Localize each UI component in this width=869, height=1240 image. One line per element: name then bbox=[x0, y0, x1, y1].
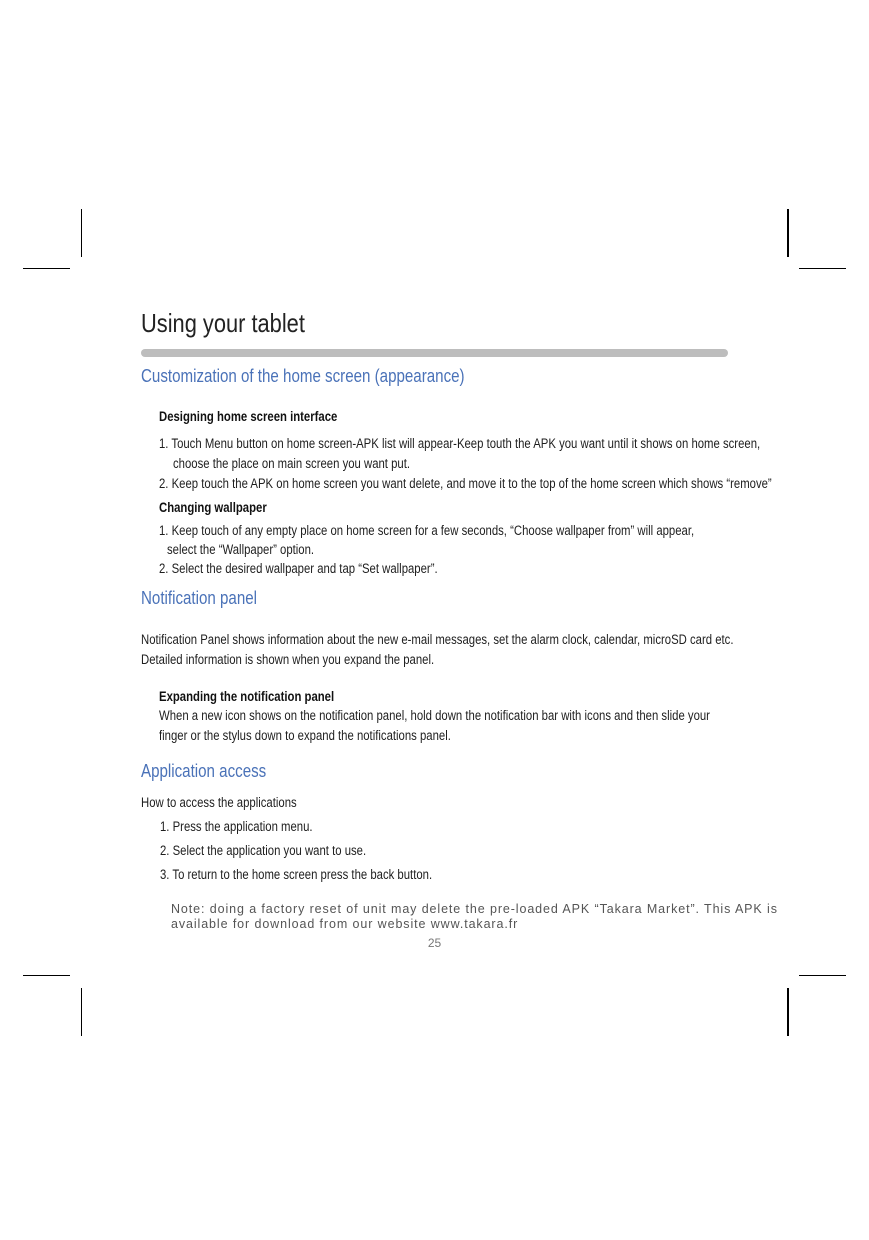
subheading-expanding: Expanding the notification panel bbox=[159, 689, 335, 704]
wallpaper-item-1-line-2: select the “Wallpaper” option. bbox=[167, 542, 315, 557]
subheading-wallpaper: Changing wallpaper bbox=[159, 500, 267, 515]
designing-item-1-line-1: 1. Touch Menu button on home screen-APK list will appear-Keep touth the APK you want until it shows on home screen, bbox=[159, 436, 761, 451]
page-number: 25 bbox=[427, 936, 442, 950]
note-line-2: available for download from our website www.takara.fr bbox=[171, 917, 519, 931]
application-intro: How to access the applications bbox=[141, 795, 297, 810]
application-step-1: 1. Press the application menu. bbox=[160, 819, 313, 834]
title-rule bbox=[141, 349, 728, 357]
crop-mark-bottom-left-h bbox=[23, 975, 70, 976]
crop-mark-bottom-right-v bbox=[787, 988, 789, 1036]
notification-para-line-2: Detailed information is shown when you expand the panel. bbox=[141, 652, 435, 667]
wallpaper-item-1-line-1: 1. Keep touch of any empty place on home screen for a few seconds, “Choose wallpaper from” will appear, bbox=[159, 523, 695, 538]
crop-mark-bottom-right-h bbox=[799, 975, 846, 976]
crop-mark-top-left-h bbox=[23, 268, 70, 269]
wallpaper-item-2: 2. Select the desired wallpaper and tap “Set wallpaper”. bbox=[159, 561, 438, 576]
crop-mark-top-right-v bbox=[787, 209, 789, 257]
section-heading-customization: Customization of the home screen (appearance) bbox=[141, 366, 465, 386]
expanding-line-1: When a new icon shows on the notification panel, hold down the notification bar with icons and then slide your bbox=[159, 708, 710, 723]
designing-item-1-line-2: choose the place on main screen you want put. bbox=[173, 456, 411, 471]
crop-mark-top-right-h bbox=[799, 268, 846, 269]
application-step-3: 3. To return to the home screen press the back button. bbox=[160, 867, 433, 882]
note-line-1: Note: doing a factory reset of unit may delete the pre-loaded APK “Takara Market”. This APK is bbox=[171, 902, 778, 916]
crop-mark-bottom-left-v bbox=[81, 988, 82, 1036]
section-heading-application: Application access bbox=[141, 761, 267, 781]
section-heading-notification: Notification panel bbox=[141, 588, 257, 608]
application-step-2: 2. Select the application you want to use. bbox=[160, 843, 367, 858]
subheading-designing: Designing home screen interface bbox=[159, 409, 338, 424]
designing-item-2: 2. Keep touch the APK on home screen you want delete, and move it to the top of the home screen which shows “remove” bbox=[159, 476, 772, 491]
crop-mark-top-left-v bbox=[81, 209, 82, 257]
notification-para-line-1: Notification Panel shows information about the new e-mail messages, set the alarm clock, calendar, microSD card etc. bbox=[141, 632, 734, 647]
expanding-line-2: finger or the stylus down to expand the notifications panel. bbox=[159, 728, 451, 743]
factory-reset-note bbox=[171, 902, 778, 932]
page-title: Using your tablet bbox=[141, 308, 305, 338]
